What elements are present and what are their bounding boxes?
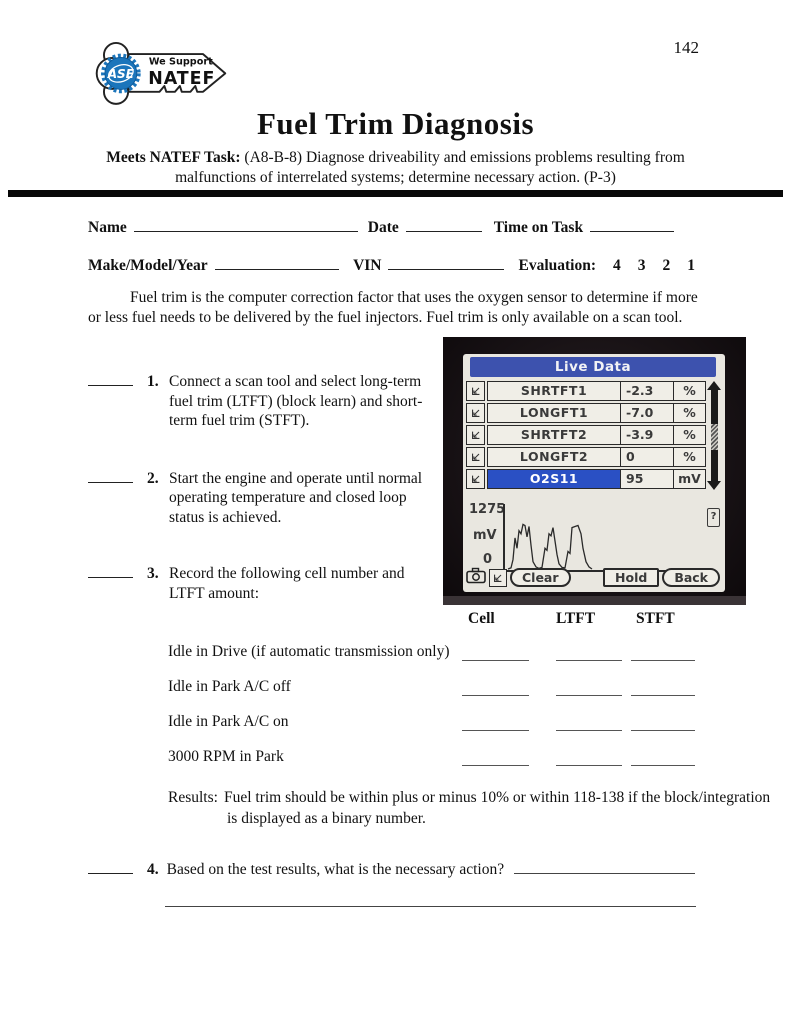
help-icon[interactable]: ? [707, 508, 720, 527]
param-value: -2.3 [620, 382, 673, 400]
graph-checkbox-icon[interactable] [466, 447, 485, 467]
logo-we-support-text: We Support [148, 56, 213, 68]
graph-checkbox-icon[interactable] [466, 403, 485, 423]
graph-unit-label: mV [473, 528, 497, 543]
param-value: -3.9 [620, 426, 673, 444]
param-name: LONGFT2 [519, 449, 589, 464]
step-1 [88, 372, 444, 431]
step-4-answer-blank[interactable] [514, 860, 695, 874]
scroll-down-icon[interactable] [707, 481, 721, 490]
ltft-blank[interactable] [556, 764, 622, 766]
scrollbar-thumb[interactable] [711, 390, 718, 481]
param-unit: % [673, 382, 705, 400]
graph-plot-area [503, 504, 701, 572]
page-number: 142 [673, 38, 699, 57]
form-row-name-date [88, 217, 695, 237]
param-name: SHRTFT1 [520, 383, 588, 398]
cell-blank[interactable] [462, 729, 529, 731]
ltft-blank[interactable] [556, 659, 622, 661]
graph-checkbox-icon[interactable] [466, 381, 485, 401]
live-data-row-longft2[interactable] [466, 447, 706, 467]
vin-blank[interactable] [388, 255, 504, 270]
ase-logo-text: ASE [107, 66, 135, 81]
step-3-check-blank[interactable] [88, 564, 133, 578]
step-4-text: Based on the test results, what is the necessary action? [166, 861, 505, 878]
steps-list [88, 372, 444, 603]
natef-logo [88, 34, 233, 108]
live-data-row-o2s11-selected[interactable] [466, 469, 706, 489]
evaluation-score-3[interactable]: 3 [637, 257, 646, 274]
column-header-ltft: LTFT [556, 610, 596, 627]
o2-waveform [505, 504, 699, 570]
graph-checkbox-icon[interactable] [489, 569, 507, 587]
intro-paragraph: Fuel trim is the computer correction factor that uses the oxygen sensor to determine if more or less fuel needs to be delivered by the fuel injectors. Fuel trim is only available on a scan tool. [88, 289, 698, 326]
o2-sensor-graph [466, 504, 716, 572]
step-3-text: Record the following cell number and LTFT amount: [169, 565, 405, 602]
logo-natef-text: NATEF [148, 69, 216, 90]
time-on-task-blank[interactable] [590, 217, 674, 232]
table-row-3000rpm [168, 748, 698, 783]
evaluation-score-1[interactable]: 1 [687, 257, 695, 274]
natef-task-label: Meets NATEF Task: [106, 149, 241, 166]
live-data-row-longft1[interactable] [466, 403, 706, 423]
scroll-up-icon[interactable] [707, 381, 721, 390]
stft-blank[interactable] [631, 729, 695, 731]
param-name: O2S11 [488, 470, 620, 488]
step-2 [88, 469, 444, 528]
step-3-number: 3. [147, 565, 159, 582]
live-data-rows [466, 381, 706, 491]
cell-blank[interactable] [462, 659, 529, 661]
table-row-idle-drive [168, 643, 698, 678]
param-unit: mV [673, 470, 705, 488]
table-row-idle-park-ac-on [168, 713, 698, 748]
live-data-row-shrtft2[interactable] [466, 425, 706, 445]
column-header-stft: STFT [636, 610, 675, 627]
results-text: Fuel trim should be within plus or minus 10% or within 118-138 if the block/integration is displayed as a binary number. [223, 789, 771, 827]
evaluation-label: Evaluation: [518, 257, 596, 274]
live-data-row-shrtft1[interactable] [466, 381, 706, 401]
results-note [168, 787, 775, 829]
step-4-check-blank[interactable] [88, 860, 133, 874]
column-header-cell: Cell [468, 610, 495, 627]
param-unit: % [673, 448, 705, 466]
date-blank[interactable] [406, 217, 482, 232]
param-name: SHRTFT2 [520, 427, 588, 442]
stft-blank[interactable] [631, 659, 695, 661]
form-row-vehicle [88, 255, 695, 275]
camera-icon[interactable] [466, 567, 486, 588]
stft-blank[interactable] [631, 694, 695, 696]
step-1-check-blank[interactable] [88, 372, 133, 386]
param-value: -7.0 [620, 404, 673, 422]
make-model-year-label: Make/Model/Year [88, 257, 208, 274]
step-4 [88, 860, 695, 879]
param-value: 95 [620, 470, 673, 488]
param-name: LONGFT1 [519, 405, 589, 420]
stft-blank[interactable] [631, 764, 695, 766]
make-model-year-blank[interactable] [215, 255, 339, 270]
step-1-text: Connect a scan tool and select long-term fuel trim (LTFT) (block learn) and short-term fuel trim (STFT). [169, 373, 423, 429]
evaluation-score-2[interactable]: 2 [662, 257, 671, 274]
param-value: 0 [620, 448, 673, 466]
cell-blank[interactable] [462, 694, 529, 696]
scan-tool-bezel-bottom [443, 596, 746, 605]
natef-task-text: (A8-B-8) Diagnose driveability and emissions problems resulting from [244, 149, 685, 166]
graph-ymax-label: 1275 [469, 502, 506, 517]
step-4-answer-line2[interactable] [165, 889, 696, 907]
scan-tool-toolbar [466, 567, 720, 588]
graph-ymin-label: 0 [483, 552, 493, 567]
record-table [168, 643, 698, 783]
scan-title-bar: Live Data [470, 357, 716, 377]
header-divider [8, 190, 783, 197]
row-label: 3000 RPM in Park [168, 748, 284, 765]
natef-task-line1 [0, 148, 791, 168]
page-title: Fuel Trim Diagnosis [256, 106, 535, 141]
step-2-text: Start the engine and operate until normal operating temperature and closed loop status is achieved. [169, 469, 423, 526]
graph-checkbox-icon[interactable] [466, 425, 485, 445]
scrollbar[interactable] [707, 381, 722, 499]
evaluation-score-4[interactable]: 4 [613, 257, 621, 274]
vin-label: VIN [353, 257, 382, 274]
scan-tool-screen [463, 354, 725, 592]
time-on-task-label: Time on Task [493, 219, 584, 236]
cell-blank[interactable] [462, 764, 529, 766]
clear-button[interactable]: Clear [510, 568, 571, 587]
results-label: Results: [168, 789, 218, 806]
step-1-number: 1. [147, 373, 159, 390]
row-label: Idle in Park A/C on [168, 713, 289, 730]
step-4-number: 4. [147, 861, 159, 878]
back-button[interactable]: Back [662, 568, 720, 587]
name-label: Name [88, 219, 127, 236]
natef-key-icon [88, 34, 233, 108]
step-3 [88, 564, 444, 603]
date-label: Date [367, 219, 399, 236]
name-blank[interactable] [134, 217, 358, 232]
natef-task-line2: malfunctions of interrelated systems; determine necessary action. (P-3) [175, 169, 616, 186]
row-label: Idle in Drive (if automatic transmission only) [168, 643, 450, 660]
table-row-idle-park-ac-off [168, 678, 698, 713]
hold-button[interactable]: Hold [603, 568, 659, 587]
row-label: Idle in Park A/C off [168, 678, 291, 695]
ltft-blank[interactable] [556, 694, 622, 696]
step-2-check-blank[interactable] [88, 469, 133, 483]
param-unit: % [673, 404, 705, 422]
graph-checkbox-icon[interactable] [466, 469, 485, 489]
scan-tool-photo [443, 337, 746, 605]
step-2-number: 2. [147, 469, 159, 487]
ltft-blank[interactable] [556, 729, 622, 731]
param-unit: % [673, 426, 705, 444]
